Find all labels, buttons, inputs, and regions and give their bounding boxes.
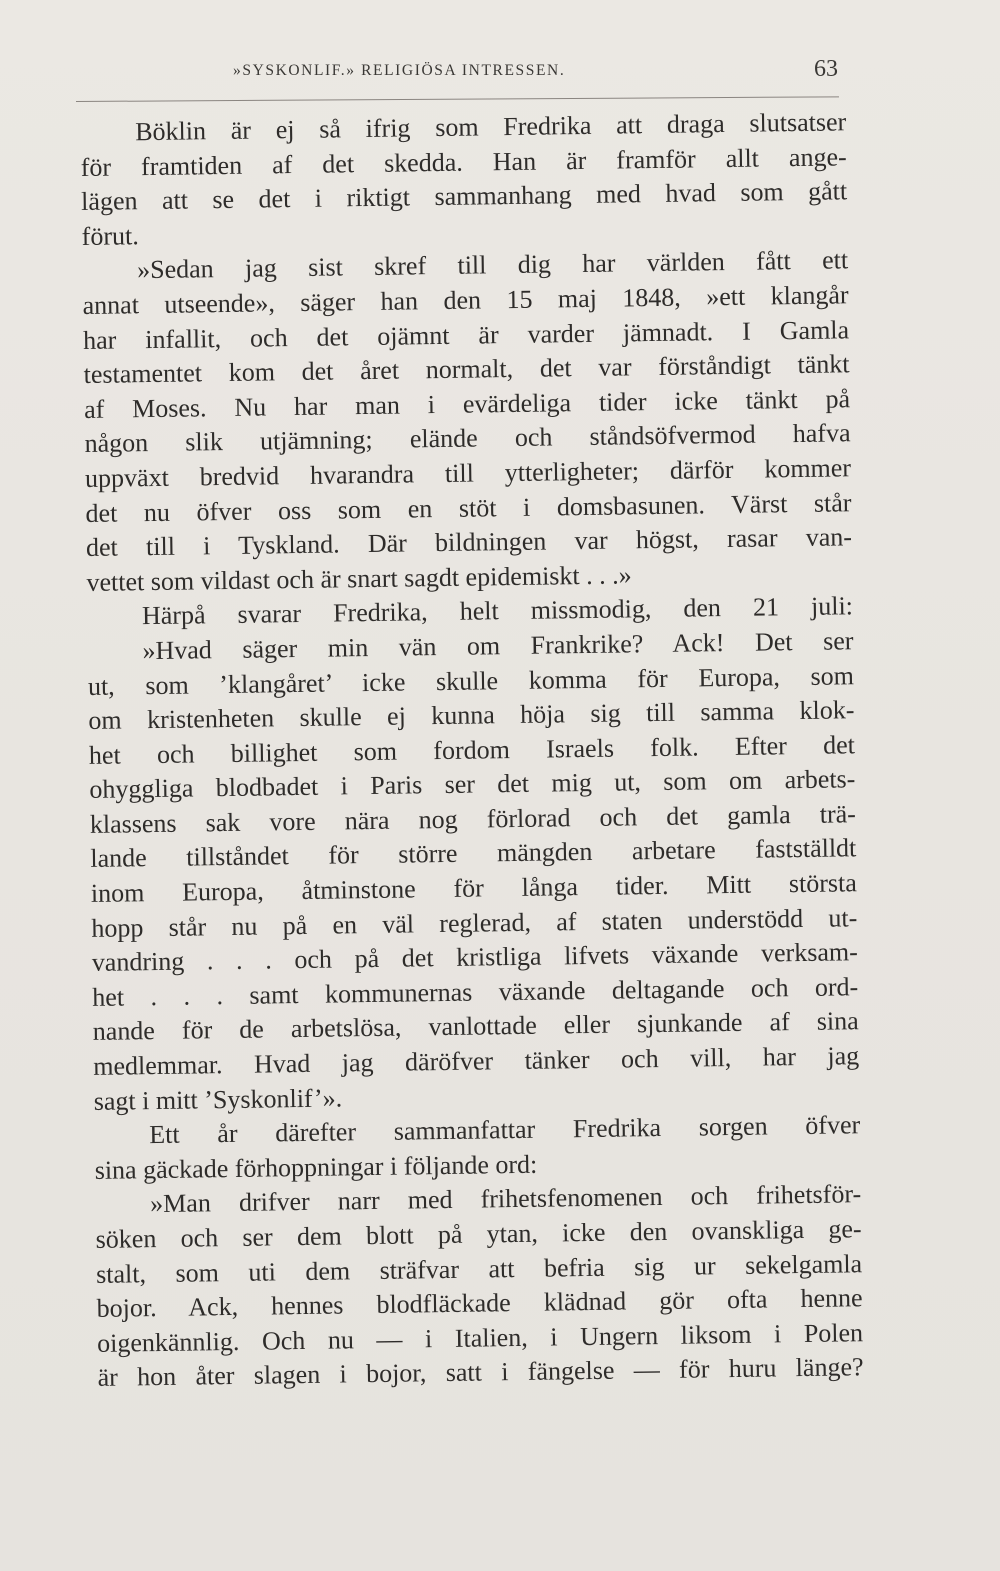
text-line: Ett år därefter sammanfattar Fredrika sorgen öfver [149,1110,861,1150]
text-line: testamentet kom det året normalt, det var förståndigt tänkt [83,349,850,390]
text-line: ohyggliga blodbadet i Paris ser det mig ut, som om arbets- [89,764,856,805]
text-line: uppväxt bredvid hvarandra till ytterligheter; därför kommer [84,453,852,493]
text-line: det nu öfver oss som en stöt i domsbasunen. Värst står [85,487,852,528]
text-line: det till i Tyskland. Där bildningen var högst, rasar van- [85,522,853,563]
text-line: klassens sak vore nära nog förlorad och det gamla trä- [89,799,857,839]
text-line: af Moses. Nu har man i evärdeliga tider icke tänkt på [83,384,851,424]
text-line: stalt, som uti dem sträfvar att befria sig ur sekelgamla [95,1248,863,1289]
text-line: inom Europa, åtminstone för långa tider. Mitt största [90,868,857,908]
text-line: vandring . . . och på det kristliga lifvets växande verksam- [91,937,858,978]
text-line: någon slik utjämning; elände och ståndsöfvermod hafva [84,418,851,459]
text-line: söken och ser dem blott på ytan, icke den ovanskliga ge- [95,1214,862,1254]
text-line: »Sedan jag sist skref till dig har världen fått ett [136,245,849,285]
running-head [233,56,838,86]
text-line: hopp står nu på en väl reglerad, af staten understödd ut- [91,902,858,943]
text-line: om kristenheten skulle ej kunna höja sig till samma klok- [88,695,855,736]
text-line: nande för de arbetslösa, vanlottade eller sjunkande af sina [92,1006,859,1047]
text-line: het . . . samt kommunernas växande deltagande och ord- [92,972,859,1012]
text-line: medlemmar. Hvad jag däröfver tänker och vill, har jag [93,1041,860,1081]
text-line: vettet som vildast och är snart sagdt epidemiskt . . .» [86,560,632,597]
text-line: Böklin är ej så ifrig som Fredrika att draga slutsatser [135,107,847,147]
running-title: »SYSKONLIF.» RELIGIÖSA INTRESSEN. [233,62,566,79]
text-line: är hon åter slagen i bojor, satt i fängelse — för huru länge? [97,1352,864,1393]
page-number: 63 [814,56,838,82]
text-line: annat utseende», säger han den 15 maj 1848, »ett klangår [82,280,849,320]
text-line: för framtiden af det skedda. Han är framför allt ange- [80,141,847,182]
text-line: sina gäckade förhoppningar i följande ord: [94,1149,538,1185]
text-line: Härpå svarar Fredrika, helt missmodig, den 21 juli: [141,591,854,631]
text-line: het och billighet som fordom Israels folk. Efter det [88,729,856,770]
text-line: förut. [81,220,139,251]
text-line: oigenkännlig. Och nu — i Italien, i Ungern liksom i Polen [96,1317,864,1358]
body-text [80,105,864,1396]
text-line: »Man drifver narr med frihetsfenomenen och frihetsför- [149,1179,862,1219]
header-rule [76,96,839,102]
text-line: ut, som ’klangåret’ icke skulle komma för Europa, som [87,660,855,701]
text-line: har infallit, och det ojämnt är varder jämnadt. I Gamla [82,314,850,355]
text-line: lande tillståndet för större mängden arbetare fastställdt [90,833,857,874]
text-line: sagt i mitt ’Syskonlif’». [93,1083,343,1116]
text-line: »Hvad säger min vän om Frankrike? Ack! Det ser [142,626,854,666]
text-line: lägen att se det i riktigt sammanhang med hvad som gått [80,176,848,217]
text-line: bojor. Ack, hennes blodfläckade klädnad gör ofta henne [96,1283,863,1324]
